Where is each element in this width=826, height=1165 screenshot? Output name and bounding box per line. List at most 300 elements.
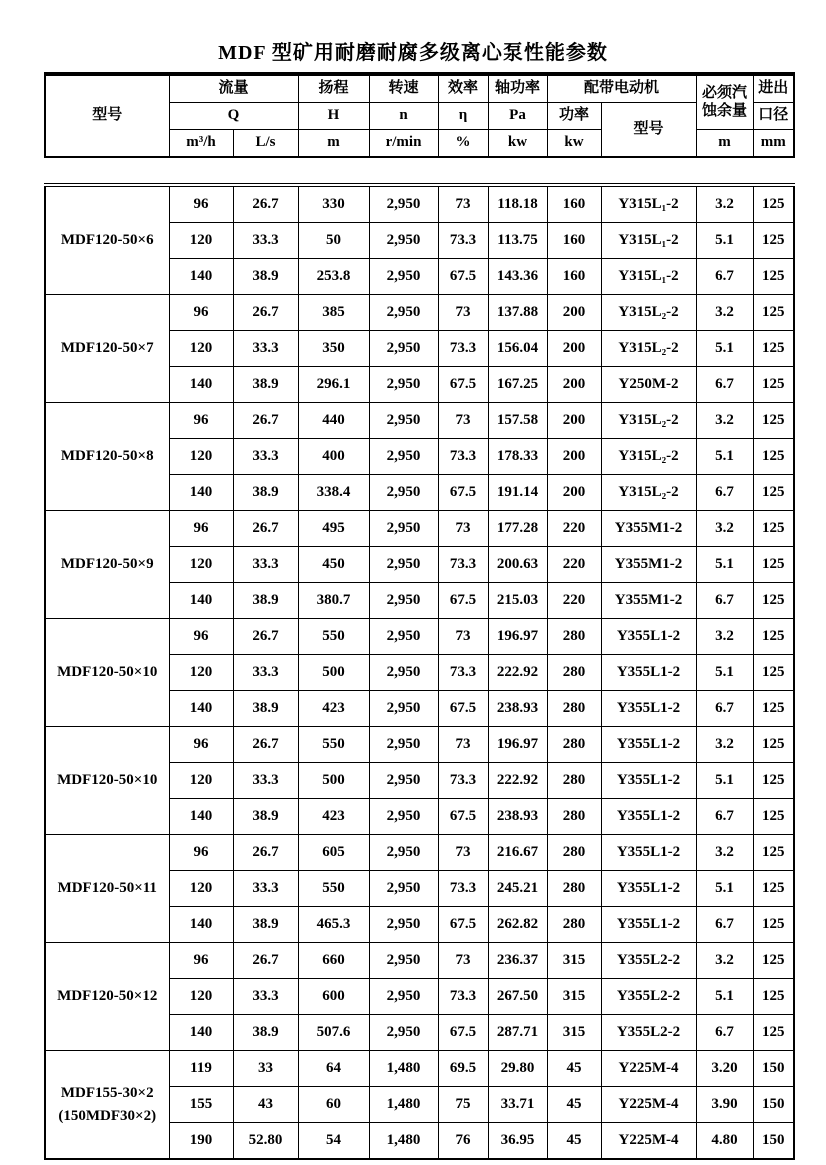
cell-speed-rpm: 2,950 [369,979,438,1015]
cell-motor-model: Y315L₂-2 [601,403,696,439]
cell-flow-m3h: 96 [169,511,233,547]
cell-efficiency-pct: 67.5 [438,799,488,835]
cell-efficiency-pct: 69.5 [438,1051,488,1087]
header-motor-power: 功率 [547,103,601,130]
cell-motor-power-kw: 220 [547,547,601,583]
cell-speed-rpm: 2,950 [369,259,438,295]
cell-efficiency-pct: 67.5 [438,259,488,295]
cell-speed-rpm: 2,950 [369,727,438,763]
cell-shaft-power-kw: 36.95 [488,1123,547,1160]
cell-flow-m3h: 140 [169,367,233,403]
cell-head-m: 600 [298,979,369,1015]
table-row [45,727,794,763]
header-unit-ls: L/s [233,130,298,158]
cell-motor-power-kw: 200 [547,367,601,403]
cell-efficiency-pct: 73.3 [438,547,488,583]
cell-motor-model: Y355L1-2 [601,655,696,691]
cell-motor-power-kw: 200 [547,331,601,367]
cell-speed-rpm: 2,950 [369,871,438,907]
cell-shaft-power-kw: 177.28 [488,511,547,547]
cell-motor-power-kw: 280 [547,871,601,907]
cell-head-m: 400 [298,439,369,475]
header-port-line2: 口径 [753,103,794,130]
cell-motor-model: Y355L2-2 [601,1015,696,1051]
cell-motor-model: Y315L₂-2 [601,439,696,475]
header-shaft-symbol: Pa [488,103,547,130]
cell-flow-m3h: 190 [169,1123,233,1160]
cell-shaft-power-kw: 245.21 [488,871,547,907]
cell-npsh-m: 3.2 [696,511,753,547]
header-head-symbol: H [298,103,369,130]
header-npsh [696,74,753,130]
cell-port-mm: 125 [753,185,794,223]
cell-motor-power-kw: 160 [547,223,601,259]
cell-flow-m3h: 140 [169,691,233,727]
cell-flow-m3h: 120 [169,655,233,691]
cell-motor-power-kw: 280 [547,799,601,835]
cell-npsh-m: 3.2 [696,943,753,979]
cell-head-m: 450 [298,547,369,583]
cell-port-mm: 125 [753,1015,794,1051]
header-unit-motor-kw: kw [547,130,601,158]
cell-flow-ls: 33.3 [233,547,298,583]
cell-flow-ls: 38.9 [233,583,298,619]
cell-motor-power-kw: 280 [547,655,601,691]
cell-speed-rpm: 2,950 [369,1015,438,1051]
cell-head-m: 423 [298,691,369,727]
cell-port-mm: 125 [753,583,794,619]
cell-motor-power-kw: 200 [547,475,601,511]
cell-motor-power-kw: 280 [547,907,601,943]
pump-model-line: MDF120-50×8 [60,448,154,465]
cell-port-mm: 150 [753,1051,794,1087]
cell-speed-rpm: 2,950 [369,835,438,871]
cell-shaft-power-kw: 238.93 [488,691,547,727]
cell-flow-ls: 26.7 [233,835,298,871]
cell-motor-power-kw: 220 [547,511,601,547]
cell-speed-rpm: 1,480 [369,1123,438,1160]
cell-port-mm: 125 [753,943,794,979]
cell-npsh-m: 3.2 [696,727,753,763]
cell-flow-m3h: 140 [169,259,233,295]
cell-motor-model: Y315L₂-2 [601,331,696,367]
cell-efficiency-pct: 67.5 [438,583,488,619]
cell-flow-m3h: 140 [169,475,233,511]
cell-motor-power-kw: 280 [547,763,601,799]
pump-model-line: MDF120-50×11 [57,880,157,897]
cell-motor-power-kw: 280 [547,835,601,871]
cell-shaft-power-kw: 236.37 [488,943,547,979]
header-table [44,72,795,158]
cell-npsh-m: 6.7 [696,907,753,943]
header-unit-shaft-kw: kw [488,130,547,158]
cell-npsh-m: 3.20 [696,1051,753,1087]
cell-npsh-m: 4.80 [696,1123,753,1160]
table-row [45,295,794,331]
cell-motor-model: Y355L1-2 [601,835,696,871]
cell-head-m: 605 [298,835,369,871]
cell-flow-ls: 52.80 [233,1123,298,1160]
cell-speed-rpm: 2,950 [369,907,438,943]
cell-efficiency-pct: 73 [438,403,488,439]
cell-npsh-m: 5.1 [696,223,753,259]
cell-flow-ls: 33.3 [233,223,298,259]
cell-head-m: 54 [298,1123,369,1160]
pump-model-cell [45,943,169,1051]
cell-motor-power-kw: 160 [547,185,601,223]
cell-shaft-power-kw: 178.33 [488,439,547,475]
cell-speed-rpm: 2,950 [369,655,438,691]
cell-flow-m3h: 96 [169,185,233,223]
cell-flow-m3h: 96 [169,295,233,331]
cell-npsh-m: 5.1 [696,763,753,799]
cell-flow-m3h: 119 [169,1051,233,1087]
cell-npsh-m: 6.7 [696,691,753,727]
cell-flow-m3h: 96 [169,403,233,439]
cell-port-mm: 125 [753,979,794,1015]
cell-flow-ls: 38.9 [233,691,298,727]
cell-motor-model: Y355L2-2 [601,979,696,1015]
pump-model-line: MDF120-50×10 [57,664,158,681]
cell-motor-power-kw: 200 [547,295,601,331]
cell-npsh-m: 5.1 [696,547,753,583]
cell-flow-ls: 38.9 [233,1015,298,1051]
cell-motor-model: Y355L1-2 [601,799,696,835]
cell-port-mm: 125 [753,691,794,727]
cell-port-mm: 125 [753,331,794,367]
cell-motor-power-kw: 315 [547,943,601,979]
cell-head-m: 60 [298,1087,369,1123]
cell-shaft-power-kw: 287.71 [488,1015,547,1051]
header-shaft-power: 轴功率 [488,74,547,103]
cell-shaft-power-kw: 113.75 [488,223,547,259]
header-speed-symbol: n [369,103,438,130]
cell-npsh-m: 6.7 [696,259,753,295]
cell-head-m: 380.7 [298,583,369,619]
cell-speed-rpm: 1,480 [369,1087,438,1123]
cell-port-mm: 125 [753,835,794,871]
header-unit-m: m [298,130,369,158]
cell-npsh-m: 3.2 [696,185,753,223]
cell-flow-m3h: 155 [169,1087,233,1123]
cell-efficiency-pct: 67.5 [438,691,488,727]
header-efficiency: 效率 [438,74,488,103]
cell-motor-model: Y355L2-2 [601,943,696,979]
cell-head-m: 385 [298,295,369,331]
cell-shaft-power-kw: 156.04 [488,331,547,367]
cell-efficiency-pct: 67.5 [438,475,488,511]
cell-flow-ls: 33.3 [233,979,298,1015]
cell-flow-ls: 38.9 [233,367,298,403]
cell-head-m: 500 [298,763,369,799]
cell-motor-power-kw: 280 [547,691,601,727]
cell-efficiency-pct: 73 [438,727,488,763]
pump-model-line: MDF120-50×10 [57,772,158,789]
cell-efficiency-pct: 67.5 [438,907,488,943]
header-flow: 流量 [169,74,298,103]
cell-head-m: 350 [298,331,369,367]
pump-model-cell [45,835,169,943]
table-row [45,1051,794,1087]
cell-port-mm: 125 [753,295,794,331]
cell-flow-m3h: 140 [169,1015,233,1051]
table-row [45,185,794,223]
cell-port-mm: 125 [753,439,794,475]
cell-efficiency-pct: 73 [438,943,488,979]
header-unit-m3h: m³/h [169,130,233,158]
cell-motor-model: Y315L₂-2 [601,475,696,511]
pump-model-line: MDF120-50×9 [60,556,154,573]
cell-shaft-power-kw: 33.71 [488,1087,547,1123]
cell-flow-m3h: 120 [169,439,233,475]
pump-model-cell [45,727,169,835]
cell-shaft-power-kw: 222.92 [488,655,547,691]
cell-efficiency-pct: 67.5 [438,367,488,403]
cell-shaft-power-kw: 191.14 [488,475,547,511]
cell-motor-model: Y355L1-2 [601,691,696,727]
cell-flow-ls: 26.7 [233,295,298,331]
cell-shaft-power-kw: 200.63 [488,547,547,583]
table-row [45,835,794,871]
cell-flow-ls: 33.3 [233,439,298,475]
pump-model-cell [45,403,169,511]
cell-flow-ls: 33.3 [233,655,298,691]
cell-flow-m3h: 96 [169,943,233,979]
cell-flow-ls: 38.9 [233,475,298,511]
cell-speed-rpm: 2,950 [369,691,438,727]
cell-flow-m3h: 140 [169,583,233,619]
cell-flow-m3h: 120 [169,979,233,1015]
cell-npsh-m: 5.1 [696,979,753,1015]
cell-speed-rpm: 2,950 [369,223,438,259]
cell-head-m: 423 [298,799,369,835]
cell-port-mm: 125 [753,367,794,403]
cell-motor-model: Y315L₁-2 [601,223,696,259]
cell-flow-ls: 38.9 [233,259,298,295]
cell-flow-ls: 33.3 [233,331,298,367]
cell-motor-power-kw: 45 [547,1051,601,1087]
header-pump-model: 型号 [45,74,169,157]
cell-efficiency-pct: 73.3 [438,763,488,799]
cell-flow-m3h: 140 [169,907,233,943]
cell-speed-rpm: 2,950 [369,403,438,439]
cell-shaft-power-kw: 167.25 [488,367,547,403]
cell-speed-rpm: 2,950 [369,511,438,547]
cell-port-mm: 125 [753,619,794,655]
cell-flow-m3h: 120 [169,547,233,583]
cell-head-m: 550 [298,727,369,763]
header-motor-model: 型号 [601,103,696,158]
pump-model-cell [45,511,169,619]
cell-speed-rpm: 2,950 [369,185,438,223]
cell-npsh-m: 5.1 [696,439,753,475]
cell-port-mm: 125 [753,511,794,547]
cell-efficiency-pct: 73 [438,835,488,871]
cell-flow-ls: 33 [233,1051,298,1087]
cell-motor-model: Y355M1-2 [601,583,696,619]
cell-flow-m3h: 120 [169,223,233,259]
cell-shaft-power-kw: 267.50 [488,979,547,1015]
cell-npsh-m: 5.1 [696,331,753,367]
cell-head-m: 50 [298,223,369,259]
cell-shaft-power-kw: 215.03 [488,583,547,619]
cell-efficiency-pct: 73.3 [438,979,488,1015]
cell-efficiency-pct: 73.3 [438,439,488,475]
cell-head-m: 64 [298,1051,369,1087]
cell-speed-rpm: 2,950 [369,799,438,835]
cell-shaft-power-kw: 118.18 [488,185,547,223]
cell-npsh-m: 6.7 [696,1015,753,1051]
cell-npsh-m: 3.2 [696,835,753,871]
cell-port-mm: 125 [753,403,794,439]
cell-head-m: 296.1 [298,367,369,403]
cell-port-mm: 125 [753,223,794,259]
cell-shaft-power-kw: 137.88 [488,295,547,331]
cell-head-m: 440 [298,403,369,439]
cell-speed-rpm: 2,950 [369,583,438,619]
cell-npsh-m: 5.1 [696,871,753,907]
cell-efficiency-pct: 73.3 [438,331,488,367]
cell-efficiency-pct: 73 [438,619,488,655]
cell-flow-m3h: 120 [169,331,233,367]
cell-motor-model: Y315L₁-2 [601,185,696,223]
cell-flow-ls: 43 [233,1087,298,1123]
cell-motor-model: Y355M1-2 [601,511,696,547]
cell-motor-model: Y355L1-2 [601,871,696,907]
header-npsh-line1: 必须汽 [702,85,748,102]
header-flow-symbol: Q [169,103,298,130]
cell-efficiency-pct: 73.3 [438,655,488,691]
cell-flow-ls: 26.7 [233,619,298,655]
cell-speed-rpm: 2,950 [369,367,438,403]
cell-motor-model: Y355L1-2 [601,727,696,763]
header-port-line1: 进出 [753,74,794,103]
pump-model-line: (150MDF30×2) [58,1107,157,1124]
pump-model-line: MDF120-50×12 [57,988,158,1005]
cell-efficiency-pct: 73 [438,185,488,223]
cell-head-m: 330 [298,185,369,223]
cell-motor-model: Y225M-4 [601,1123,696,1160]
cell-head-m: 338.4 [298,475,369,511]
cell-port-mm: 125 [753,655,794,691]
cell-npsh-m: 3.90 [696,1087,753,1123]
cell-flow-ls: 38.9 [233,907,298,943]
pump-model-line: MDF120-50×7 [60,340,154,357]
cell-flow-ls: 26.7 [233,727,298,763]
cell-motor-power-kw: 315 [547,1015,601,1051]
cell-motor-power-kw: 280 [547,619,601,655]
pump-model-cell [45,619,169,727]
cell-motor-power-kw: 315 [547,979,601,1015]
cell-head-m: 660 [298,943,369,979]
pump-model-line: MDF120-50×6 [60,232,154,249]
cell-motor-power-kw: 160 [547,259,601,295]
cell-flow-m3h: 96 [169,619,233,655]
cell-speed-rpm: 2,950 [369,475,438,511]
header-npsh-line2: 蚀余量 [702,102,748,119]
cell-speed-rpm: 2,950 [369,295,438,331]
cell-efficiency-pct: 73.3 [438,223,488,259]
cell-port-mm: 125 [753,907,794,943]
cell-efficiency-pct: 73 [438,511,488,547]
cell-motor-model: Y250M-2 [601,367,696,403]
cell-npsh-m: 3.2 [696,403,753,439]
pump-data-table [44,183,795,1160]
cell-npsh-m: 6.7 [696,799,753,835]
cell-shaft-power-kw: 157.58 [488,403,547,439]
table-row [45,619,794,655]
cell-port-mm: 125 [753,727,794,763]
cell-flow-ls: 26.7 [233,943,298,979]
cell-npsh-m: 6.7 [696,583,753,619]
pump-model-line: MDF155-30×2 [60,1085,154,1101]
cell-head-m: 550 [298,871,369,907]
cell-shaft-power-kw: 222.92 [488,763,547,799]
header-speed: 转速 [369,74,438,103]
cell-head-m: 550 [298,619,369,655]
cell-flow-m3h: 96 [169,727,233,763]
pump-table-body [45,185,794,1159]
cell-motor-power-kw: 45 [547,1087,601,1123]
cell-motor-power-kw: 200 [547,403,601,439]
header-unit-mm: mm [753,130,794,158]
cell-motor-model: Y315L₁-2 [601,259,696,295]
cell-port-mm: 125 [753,763,794,799]
cell-npsh-m: 3.2 [696,295,753,331]
table-row [45,403,794,439]
cell-flow-ls: 33.3 [233,763,298,799]
header-motor: 配带电动机 [547,74,696,103]
header-row-1 [45,74,794,103]
cell-flow-ls: 38.9 [233,799,298,835]
cell-speed-rpm: 2,950 [369,331,438,367]
cell-speed-rpm: 2,950 [369,619,438,655]
pump-model-cell [45,1051,169,1160]
cell-port-mm: 125 [753,475,794,511]
header-head: 扬程 [298,74,369,103]
cell-efficiency-pct: 67.5 [438,1015,488,1051]
cell-motor-power-kw: 200 [547,439,601,475]
table-row [45,511,794,547]
cell-shaft-power-kw: 29.80 [488,1051,547,1087]
cell-shaft-power-kw: 262.82 [488,907,547,943]
cell-head-m: 253.8 [298,259,369,295]
cell-speed-rpm: 2,950 [369,547,438,583]
cell-motor-model: Y355M1-2 [601,547,696,583]
cell-flow-m3h: 96 [169,835,233,871]
cell-motor-model: Y225M-4 [601,1087,696,1123]
cell-port-mm: 125 [753,871,794,907]
cell-npsh-m: 5.1 [696,655,753,691]
pump-model-cell [45,185,169,295]
cell-flow-m3h: 120 [169,763,233,799]
cell-motor-power-kw: 280 [547,727,601,763]
cell-motor-model: Y315L₂-2 [601,295,696,331]
cell-motor-model: Y225M-4 [601,1051,696,1087]
cell-port-mm: 125 [753,799,794,835]
cell-npsh-m: 6.7 [696,475,753,511]
header-unit-rpm: r/min [369,130,438,158]
cell-head-m: 495 [298,511,369,547]
cell-speed-rpm: 1,480 [369,1051,438,1087]
cell-speed-rpm: 2,950 [369,943,438,979]
table-row [45,943,794,979]
cell-head-m: 507.6 [298,1015,369,1051]
cell-flow-m3h: 140 [169,799,233,835]
cell-efficiency-pct: 75 [438,1087,488,1123]
cell-speed-rpm: 2,950 [369,763,438,799]
cell-speed-rpm: 2,950 [369,439,438,475]
